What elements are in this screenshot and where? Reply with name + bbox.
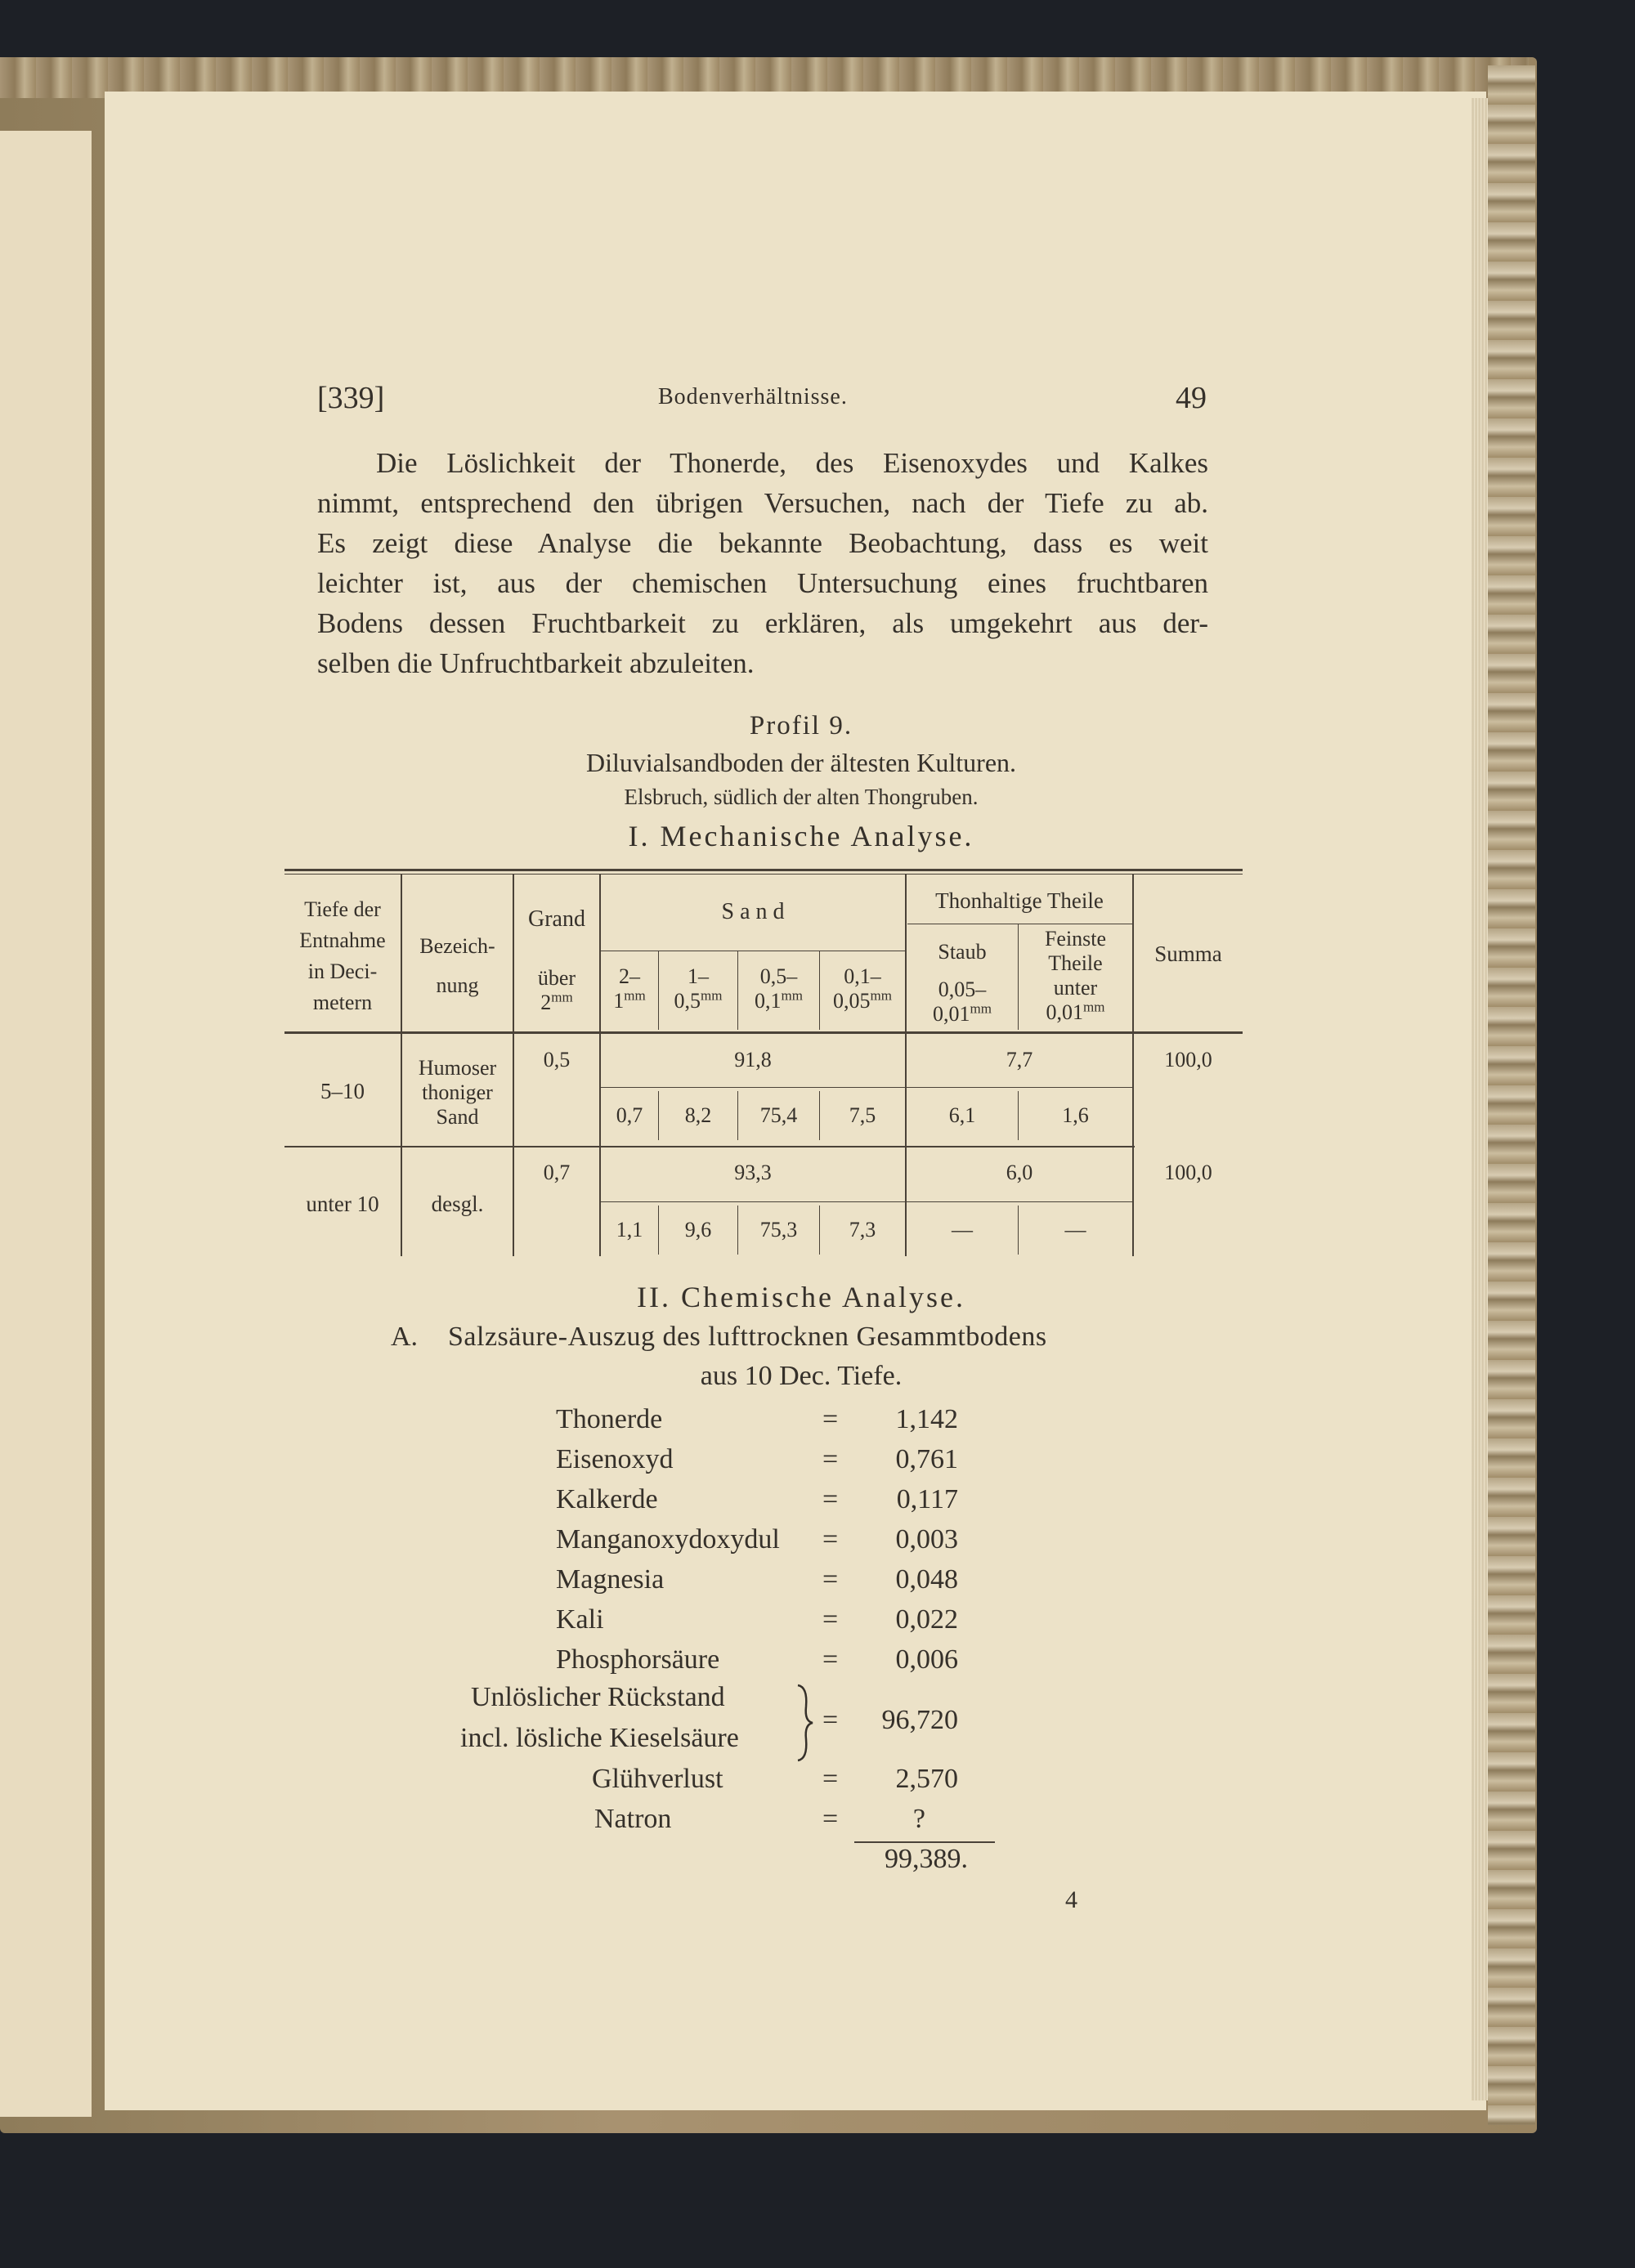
- chem-item-value: 0,006: [895, 1644, 958, 1675]
- row1-bezeichnung: [402, 1056, 513, 1130]
- sum-rule: [854, 1841, 995, 1843]
- mechanical-heading: I. Mechanische Analyse.: [628, 820, 974, 852]
- row1-feinste: 1,6: [1062, 1103, 1089, 1127]
- row1-sand-3: 75,4: [759, 1103, 798, 1127]
- header-summa: Summa: [1154, 942, 1222, 966]
- row2-sand-2: 9,6: [684, 1218, 712, 1241]
- intro-line: Es zeigt diese Analyse die bekannte Beobachtung, dass es weit: [317, 527, 1208, 559]
- chem-item-name: Kali: [556, 1604, 604, 1635]
- row2-sub-rule: [601, 1201, 1132, 1202]
- unit-mm: mm: [701, 987, 723, 1004]
- chemical-heading: II. Chemische Analyse.: [637, 1281, 965, 1313]
- header-feinste-line: unter: [1053, 976, 1098, 1000]
- header-sand-sub-4: [820, 964, 905, 1013]
- natron-value: ?: [912, 1804, 925, 1834]
- intro-line: Bodens dessen Fruchtbarkeit zu erklären, als umgekehrt aus der-: [317, 607, 1208, 639]
- unit-mm: mm: [970, 1000, 992, 1017]
- header-feinste-line: 0,01: [1046, 1000, 1084, 1024]
- chemical-sub-a-line1: Salzsäure-Auszug des lufttrocknen Gesammtbodens: [448, 1322, 1047, 1352]
- sand-sub-range-from: 0,1–: [844, 964, 881, 988]
- chem-item-equals: =: [822, 1705, 839, 1735]
- row1-bezeichnung-line: Sand: [436, 1105, 479, 1129]
- intro-paragraph: [317, 443, 1208, 683]
- row1-staub: 6,1: [948, 1103, 976, 1127]
- sand-sub-range-to: 0,5: [674, 989, 701, 1013]
- header-depth-line: Tiefe der: [304, 897, 381, 921]
- header-feinste-line: Theile: [1048, 951, 1103, 975]
- row1-sub-rule: [601, 1087, 1132, 1088]
- unit-mm: mm: [870, 987, 892, 1004]
- chem-item-value: 1,142: [895, 1404, 958, 1434]
- sand-sub-range-to: 1: [613, 989, 625, 1013]
- running-title: Bodenverhältnisse.: [658, 384, 848, 409]
- header-depth: [284, 894, 401, 1018]
- header-sand: S a n d: [721, 899, 785, 924]
- chem-item-value: 0,117: [896, 1484, 958, 1514]
- page-number: 49: [1176, 381, 1207, 415]
- chem-item-equals: =: [822, 1404, 839, 1434]
- header-sand-sub-1: [601, 964, 658, 1013]
- chem-item-value: 0,761: [895, 1444, 958, 1474]
- header-grand-sub-line: über: [537, 966, 576, 990]
- unit-mm: mm: [624, 987, 646, 1004]
- natron-name: Natron: [594, 1804, 672, 1834]
- table-row-rule: [284, 1146, 1135, 1147]
- chem-item-name: Magnesia: [556, 1564, 665, 1595]
- row2-bezeichnung: desgl.: [431, 1192, 484, 1216]
- chem-item-name: Manganoxydoxydul: [556, 1524, 780, 1554]
- chem-item-equals: =: [822, 1524, 839, 1554]
- row2-sand-total: 93,3: [734, 1161, 772, 1184]
- row2-depth: unter 10: [306, 1192, 379, 1216]
- profile-title: Profil 9.: [749, 711, 853, 740]
- profile-location: Elsbruch, südlich der alten Thongruben.: [624, 785, 979, 809]
- row1-bezeichnung-line: Humoser: [418, 1056, 497, 1080]
- table-top-rule-thin: [284, 874, 1243, 875]
- header-grand: Grand: [528, 906, 585, 932]
- row2-thon-total: 6,0: [1006, 1161, 1033, 1184]
- staub-range-to: 0,01: [933, 1002, 970, 1026]
- header-bezeichnung-line: nung: [436, 973, 479, 997]
- chem-item-value: 0,022: [895, 1604, 958, 1635]
- unit-mm: mm: [781, 987, 803, 1004]
- header-bezeichnung-line: Bezeich-: [419, 934, 495, 958]
- staub-range-from: 0,05–: [938, 977, 987, 1001]
- sand-sub-range-from: 1–: [688, 964, 709, 988]
- row1-sand-4: 7,5: [849, 1103, 876, 1127]
- book-cover-right-edge: [1488, 65, 1535, 2125]
- row1-sand-1: 0,7: [616, 1103, 643, 1127]
- chem-item-equals: =: [822, 1644, 839, 1675]
- glueh-name: Glühverlust: [592, 1764, 723, 1794]
- sand-sub-range-to: 0,05: [833, 989, 871, 1013]
- row2-sand-4: 7,3: [849, 1218, 876, 1241]
- header-sand-sub-3: [738, 964, 819, 1013]
- header-bezeichnung: [402, 927, 513, 1005]
- row1-summa: 100,0: [1164, 1048, 1212, 1071]
- glueh-value: 2,570: [895, 1764, 958, 1794]
- header-grand-sub-line: [514, 991, 599, 1015]
- header-feinste-line: Feinste: [1044, 927, 1107, 951]
- header-grand-sub: [514, 966, 599, 1015]
- header-feinste: [1019, 927, 1132, 1025]
- intro-line: Die Löslichkeit der Thonerde, des Eisenoxydes und Kalkes: [376, 447, 1208, 479]
- header-sand-sub-2: [659, 964, 737, 1013]
- header-depth-line: metern: [312, 991, 373, 1014]
- rueckstand-line1: Unlöslicher Rückstand: [471, 1682, 725, 1712]
- chemical-sub-a-line2: aus 10 Dec. Tiefe.: [700, 1361, 903, 1391]
- rueckstand-value: 96,720: [881, 1705, 958, 1735]
- unit-mm: mm: [551, 989, 573, 1005]
- row2-sand-3: 75,3: [759, 1218, 798, 1241]
- chem-item-equals: =: [822, 1804, 839, 1834]
- chem-item-name: Phosphorsäure: [556, 1644, 720, 1675]
- row2-summa: 100,0: [1164, 1161, 1212, 1184]
- page-edges: [1472, 98, 1488, 2100]
- row1-sand-2: 8,2: [684, 1103, 712, 1127]
- chem-item-equals: =: [822, 1764, 839, 1794]
- row1-depth: 5–10: [320, 1079, 365, 1103]
- chemical-sub-a-label: A.: [391, 1322, 419, 1352]
- left-page-edge: [0, 131, 92, 2117]
- chemical-total: 99,389.: [885, 1844, 968, 1874]
- row1-bezeichnung-line: thoniger: [422, 1080, 493, 1104]
- sand-sub-range-to: 0,1: [755, 989, 782, 1013]
- curly-brace-icon: [791, 1682, 816, 1764]
- intro-line: nimmt, entsprechend den übrigen Versuchen, nach der Tiefe zu ab.: [317, 487, 1208, 519]
- chem-item-equals: =: [822, 1444, 839, 1474]
- row1-grand: 0,5: [543, 1048, 571, 1071]
- chem-item-name: Eisenoxyd: [556, 1444, 674, 1474]
- row2-sand-1: 1,1: [616, 1218, 643, 1241]
- row2-feinste: —: [1064, 1218, 1086, 1241]
- sand-sub-range-from: 0,5–: [759, 964, 798, 988]
- intro-line: selben die Unfruchtbarkeit abzuleiten.: [317, 647, 755, 679]
- page-number-bracketed: [339]: [317, 381, 385, 415]
- chem-item-value: 0,003: [895, 1524, 958, 1554]
- chem-item-name: Thonerde: [556, 1404, 663, 1434]
- header-staub: Staub: [938, 940, 987, 964]
- row2-grand: 0,7: [543, 1161, 571, 1184]
- signature-mark: 4: [1065, 1886, 1077, 1913]
- unit-mm: mm: [1083, 999, 1105, 1015]
- profile-subtitle: Diluvialsandboden der ältesten Kulturen.: [585, 748, 1017, 777]
- chem-item-value: 0,048: [895, 1564, 958, 1595]
- row1-thon-total: 7,7: [1006, 1048, 1033, 1071]
- row2-staub: —: [952, 1218, 973, 1241]
- header-depth-line: Entnahme: [299, 928, 386, 952]
- chem-item-equals: =: [822, 1604, 839, 1635]
- sand-sub-range-from: 2–: [619, 964, 640, 988]
- table-header-rule: [284, 1031, 1243, 1034]
- chem-item-equals: =: [822, 1564, 839, 1595]
- table-top-rule: [284, 869, 1243, 871]
- intro-line: leichter ist, aus der chemischen Untersuchung eines fruchtbaren: [317, 567, 1208, 599]
- header-thonhaltige: Thonhaltige Theile: [935, 888, 1104, 913]
- row1-sand-total: 91,8: [734, 1048, 772, 1071]
- rueckstand-line2: incl. lösliche Kieselsäure: [460, 1723, 739, 1753]
- header-grand-sub-value: 2: [540, 991, 552, 1014]
- header-depth-line: in Deci-: [307, 960, 378, 983]
- header-staub-sub: [907, 977, 1018, 1027]
- chem-item-equals: =: [822, 1484, 839, 1514]
- chem-item-name: Kalkerde: [556, 1484, 658, 1514]
